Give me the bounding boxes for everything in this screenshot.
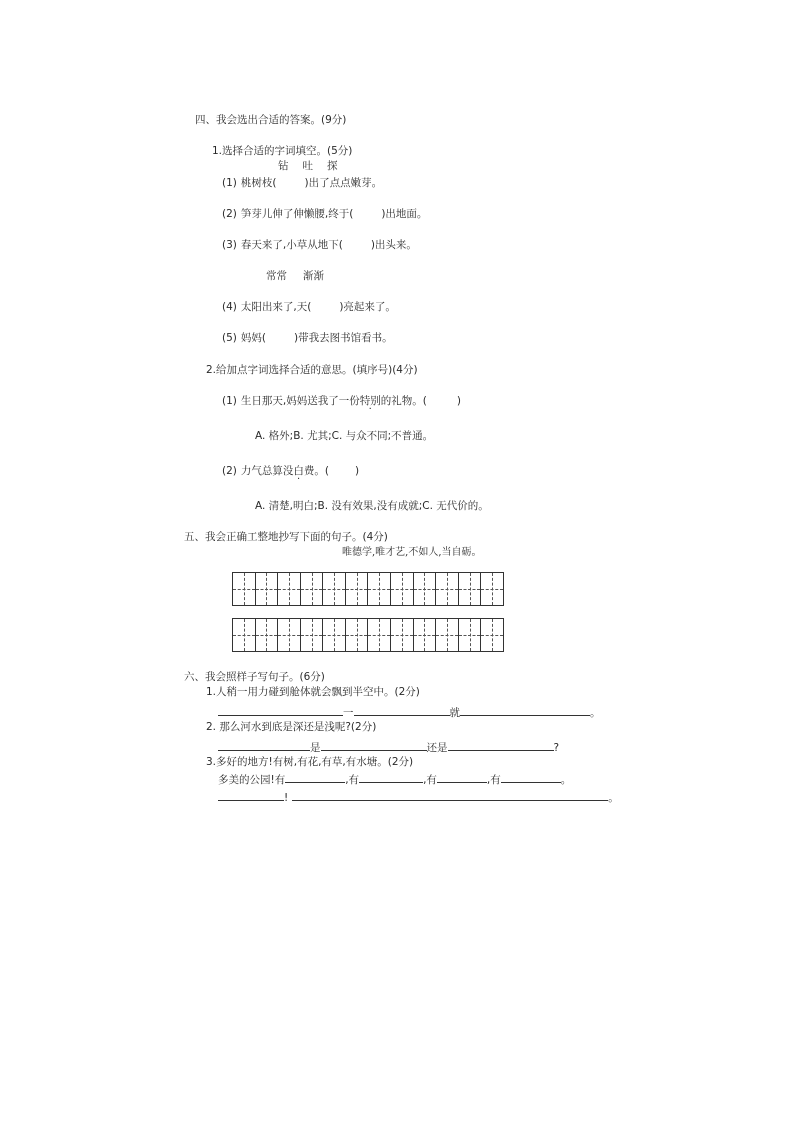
writing-cell[interactable] xyxy=(233,619,256,651)
grid-guide-line xyxy=(414,589,436,590)
grid-guide-line xyxy=(436,589,458,590)
q6-3-answer-line1 xyxy=(218,771,571,787)
fill-item-1 xyxy=(222,176,382,190)
writing-cell[interactable] xyxy=(323,619,346,651)
grid-guide-line xyxy=(323,635,345,636)
answer-line[interactable] xyxy=(218,704,343,716)
answer-line[interactable] xyxy=(460,704,590,716)
options-1: A. 格外;B. 尤其;C. 与众不同;不普通。 xyxy=(255,430,434,442)
grid-guide-line xyxy=(301,635,323,636)
sentence-end: ) xyxy=(456,395,461,407)
writing-grid-row-2[interactable] xyxy=(232,618,504,652)
writing-grid-row-1[interactable] xyxy=(232,572,504,606)
meaning-item-2 xyxy=(222,464,359,478)
item-number: (1) xyxy=(222,395,237,407)
item-prefix: 太阳出来了,天( xyxy=(240,301,312,313)
answer-line[interactable] xyxy=(218,789,284,801)
grid-guide-line xyxy=(481,635,503,636)
fill-item-2 xyxy=(222,207,427,221)
word-choice: 吐 xyxy=(302,160,313,172)
answer-line[interactable] xyxy=(218,739,310,751)
connector-word: 就 xyxy=(449,707,460,719)
writing-cell[interactable] xyxy=(459,619,482,651)
q6-1-title: 1.人稍一用力碰到舱体就会飘到半空中。(2分) xyxy=(206,686,420,698)
writing-cell[interactable] xyxy=(368,573,391,605)
connector-word: ,有 xyxy=(423,774,437,786)
connector-word: 一 xyxy=(343,707,354,719)
writing-cell[interactable] xyxy=(391,619,414,651)
item-number: (4) xyxy=(222,301,237,313)
connector-word: 是 xyxy=(310,742,321,754)
item-suffix: )出头来。 xyxy=(370,239,417,251)
answer-line[interactable] xyxy=(437,771,487,783)
grid-guide-line xyxy=(459,589,481,590)
connector-word: ,有 xyxy=(345,774,360,786)
word-choice: 探 xyxy=(327,160,338,172)
item-number: (1) xyxy=(222,177,237,189)
writing-cell[interactable] xyxy=(233,573,256,605)
grid-guide-line xyxy=(459,635,481,636)
sentence-text: 。( xyxy=(314,465,329,477)
section6-title: 六、我会照样子写句子。(6分) xyxy=(184,671,325,683)
meaning-item-1 xyxy=(222,394,461,408)
writing-cell[interactable] xyxy=(391,573,414,605)
grid-guide-line xyxy=(233,635,255,636)
grid-guide-line xyxy=(368,635,390,636)
grid-guide-line xyxy=(301,589,323,590)
writing-cell[interactable] xyxy=(278,619,301,651)
writing-cell[interactable] xyxy=(436,619,459,651)
writing-cell[interactable] xyxy=(301,573,324,605)
writing-cell[interactable] xyxy=(414,573,437,605)
punctuation: ? xyxy=(553,742,560,754)
item-prefix: 笋芽儿伸了伸懒腰,终于( xyxy=(240,208,354,220)
sentence-text: 力气总算 xyxy=(240,465,283,477)
fill-item-5 xyxy=(222,331,393,345)
q6-2-answer xyxy=(218,739,559,755)
grid-guide-line xyxy=(256,589,278,590)
item-suffix: )亮起来了。 xyxy=(339,301,396,313)
section4-title: 四、我会选出合适的答案。(9分) xyxy=(195,114,347,126)
fill-item-3 xyxy=(222,238,417,252)
item-prefix: 桃树枝( xyxy=(240,177,277,189)
word-choice: 渐渐 xyxy=(303,270,324,282)
sentence-lead: 多美的公园!有 xyxy=(218,774,286,786)
answer-line[interactable] xyxy=(501,771,561,783)
q6-3-answer-line2 xyxy=(218,789,619,805)
grid-guide-line xyxy=(278,635,300,636)
answer-line[interactable] xyxy=(292,789,608,801)
answer-line[interactable] xyxy=(285,771,345,783)
sentence-text: 生日那天,妈妈送我了一份 xyxy=(240,395,360,407)
item-suffix: )出地面。 xyxy=(381,208,428,220)
connector-word: ,有 xyxy=(486,774,501,786)
section5-title: 五、我会正确工整地抄写下面的句子。(4分) xyxy=(184,531,388,543)
writing-cell[interactable] xyxy=(414,619,437,651)
answer-line[interactable] xyxy=(321,739,427,751)
writing-cell[interactable] xyxy=(368,619,391,651)
writing-cell[interactable] xyxy=(323,573,346,605)
word-choices-b xyxy=(266,269,324,283)
word-choice: 常常 xyxy=(266,270,287,282)
writing-cell[interactable] xyxy=(346,619,369,651)
copy-sentence: 唯德学,唯才艺,不如人,当自砺。 xyxy=(342,547,482,558)
item-prefix: 春天来了,小草从地下( xyxy=(240,239,343,251)
q2-title: 2.给加点字词选择合适的意思。(填序号)(4分) xyxy=(206,364,418,376)
grid-guide-line xyxy=(481,589,503,590)
writing-cell[interactable] xyxy=(301,619,324,651)
item-suffix: )出了点点嫩芽。 xyxy=(304,177,383,189)
connector-word: 还是 xyxy=(426,742,448,754)
grid-guide-line xyxy=(391,635,413,636)
item-number: (3) xyxy=(222,239,237,251)
writing-cell[interactable] xyxy=(346,573,369,605)
q6-1-answer xyxy=(218,704,601,720)
writing-cell[interactable] xyxy=(278,573,301,605)
grid-guide-line xyxy=(233,589,255,590)
q6-2-title: 2. 那么河水到底是深还是浅呢?(2分) xyxy=(206,721,377,733)
punctuation: 。 xyxy=(608,792,619,804)
sentence-text: 的礼物。( xyxy=(380,395,427,407)
punctuation: 。 xyxy=(590,707,601,719)
dotted-word: 特别 xyxy=(359,395,381,407)
fill-item-4 xyxy=(222,300,396,314)
word-choices-a xyxy=(278,159,338,173)
writing-cell[interactable] xyxy=(436,573,459,605)
grid-guide-line xyxy=(414,635,436,636)
q6-3-title: 3.多好的地方!有树,有花,有草,有水塘。(2分) xyxy=(206,756,414,768)
writing-cell[interactable] xyxy=(256,619,279,651)
item-number: (2) xyxy=(222,208,237,220)
grid-guide-line xyxy=(436,635,458,636)
grid-guide-line xyxy=(323,589,345,590)
item-prefix: 妈妈( xyxy=(240,332,266,344)
grid-guide-line xyxy=(346,589,368,590)
grid-guide-line xyxy=(391,589,413,590)
writing-cell[interactable] xyxy=(481,573,503,605)
grid-guide-line xyxy=(368,589,390,590)
q1-title: 1.选择合适的字词填空。(5分) xyxy=(212,145,353,157)
punctuation: 。 xyxy=(560,774,572,786)
answer-line[interactable] xyxy=(448,739,554,751)
writing-cell[interactable] xyxy=(481,619,503,651)
grid-guide-line xyxy=(256,635,278,636)
answer-line[interactable] xyxy=(359,771,423,783)
writing-cell[interactable] xyxy=(459,573,482,605)
sentence-end: ) xyxy=(354,465,360,477)
options-2: A. 清楚,明白;B. 没有效果,没有成就;C. 无代价的。 xyxy=(255,500,489,512)
answer-line[interactable] xyxy=(354,704,450,716)
dotted-word: 没白费 xyxy=(282,465,315,477)
punctuation: ! xyxy=(284,792,289,804)
word-choice: 钻 xyxy=(278,160,289,172)
item-number: (5) xyxy=(222,332,237,344)
item-number: (2) xyxy=(222,465,237,477)
grid-guide-line xyxy=(346,635,368,636)
grid-guide-line xyxy=(278,589,300,590)
item-suffix: )带我去图书馆看书。 xyxy=(293,332,393,344)
writing-cell[interactable] xyxy=(256,573,279,605)
